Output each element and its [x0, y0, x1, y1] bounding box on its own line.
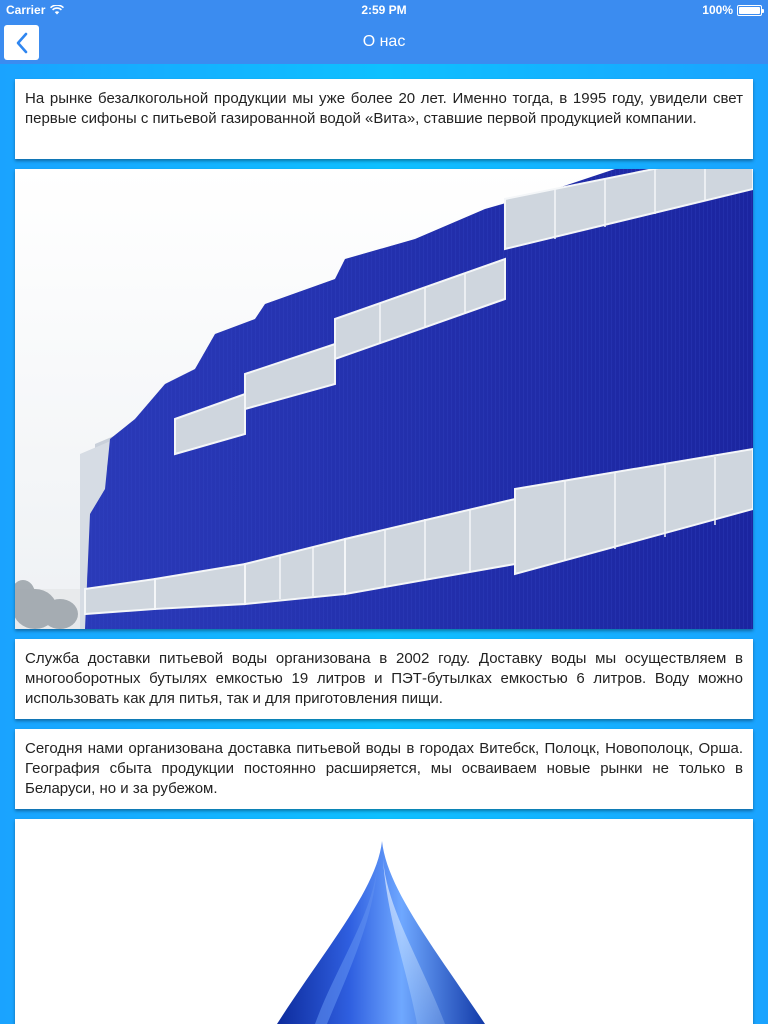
status-bar: [0, 0, 768, 20]
factory-building-image: [15, 169, 753, 629]
about-paragraph-delivery: Служба доставки питьевой воды организована в 2002 году. Доставку воды мы осуществляем в многооборотных бутылях емкостью 19 литров и ПЭТ-бутылках емкостью 6 литров. Воду можно использовать как для питья, так и для приготовления пищи.: [25, 650, 743, 707]
page-title: О нас: [362, 33, 406, 50]
water-drop-image: [15, 819, 753, 1024]
battery-indicator: [702, 3, 762, 17]
carrier-label: Carrier: [6, 3, 46, 17]
about-card-delivery: [15, 639, 753, 719]
navigation-bar: [0, 20, 768, 64]
about-paragraph-history: На рынке безалкогольной продукции мы уже более 20 лет. Именно тогда, в 1995 году, увидели свет первые сифоны с питьевой газированной водой «Вита», ставшие первой продукцией компании.: [25, 90, 743, 127]
status-time: 2:59 PM: [361, 3, 407, 17]
about-card-history: [15, 79, 753, 159]
battery-icon: [737, 5, 762, 16]
battery-label: 100%: [702, 3, 733, 17]
water-drop-photo: [15, 819, 753, 1024]
about-paragraph-geography: Сегодня нами организована доставка питьевой воды в городах Витебск, Полоцк, Новополоцк, Орша. География сбыта продукции постоянно расширяется, мы осваиваем новые рынки не только в Беларуси, но и за рубежом.: [25, 740, 743, 797]
factory-photo: [15, 169, 753, 629]
about-card-geography: [15, 729, 753, 809]
